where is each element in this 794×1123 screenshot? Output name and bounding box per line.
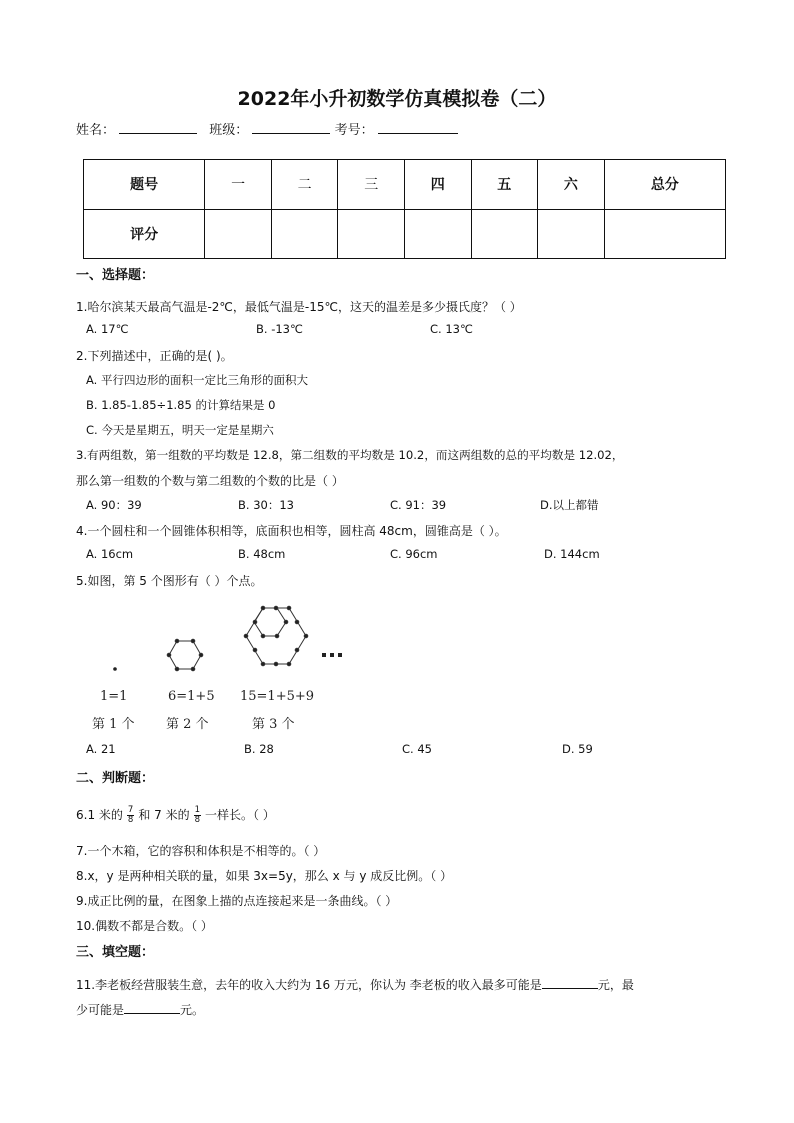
q1-option-a[interactable]: A. 17℃ [86, 322, 129, 336]
figure-3-caption: 第 3 个 [252, 717, 295, 732]
fraction-seven-eighths [127, 806, 134, 825]
q4-option-a[interactable]: A. 16cm [86, 547, 134, 561]
page-title: 2022年小升初数学仿真模拟卷（二） [237, 88, 557, 110]
class-blank[interactable] [252, 121, 330, 134]
q5-option-a[interactable]: A. 21 [86, 742, 116, 756]
question-11-line-2 [76, 1001, 204, 1018]
q5-option-c[interactable]: C. 45 [402, 742, 432, 756]
score-cell[interactable] [404, 209, 471, 259]
fraction-denominator: 8 [194, 815, 201, 825]
q2-option-c[interactable]: C. 今天是星期五，明天一定是星期六 [86, 423, 274, 437]
section-heading-judgement: 二、判断题： [76, 771, 155, 786]
question-8: 8.x，y 是两种相关联的量，如果 3x=5y，那么 x 与 y 成反比例。（ ） [76, 869, 453, 883]
q6-part-1: 6.1 米的 [76, 808, 123, 822]
score-header-cell: 题号 [84, 160, 205, 210]
figure-2-formula: 6=1+5 [168, 689, 215, 704]
exam-no-blank[interactable] [378, 121, 458, 134]
score-header-cell: 总分 [604, 160, 725, 210]
figure-2-hexagon [167, 639, 203, 671]
score-header-cell: 三 [338, 160, 405, 210]
figure-1-dot [113, 667, 117, 671]
name-blank[interactable] [119, 121, 197, 134]
fraction-one-eighth [194, 806, 201, 825]
score-header-cell: 六 [538, 160, 605, 210]
q3-option-c[interactable]: C. 91：39 [390, 498, 447, 512]
q2-option-a[interactable]: A. 平行四边形的面积一定比三角形的面积大 [86, 373, 308, 387]
q11-part-2: 元，最 [597, 978, 634, 992]
class-label: 班级： [209, 123, 249, 138]
score-row-label: 评分 [84, 209, 205, 259]
score-cell[interactable] [205, 209, 272, 259]
q6-part-3: 一样长。（ ） [205, 808, 275, 822]
student-info [76, 119, 458, 138]
q4-option-b[interactable]: B. 48cm [238, 547, 286, 561]
question-3-line-1: 3.有两组数，第一组数的平均数是 12.8，第二组数的平均数是 10.2，而这两组数的总的平均数是 12.02， [76, 448, 624, 462]
question-1: 1.哈尔滨某天最高气温是-2℃，最低气温是-15℃，这天的温差是多少摄氏度？（ ） [76, 300, 522, 314]
exam-no-label: 考号： [334, 123, 374, 138]
figure-3-formula: 15=1+5+9 [240, 689, 315, 704]
question-7: 7.一个木箱，它的容积和体积是不相等的。（ ） [76, 844, 326, 858]
score-header-cell: 二 [271, 160, 338, 210]
question-2: 2.下列描述中，正确的是( )。 [76, 349, 233, 363]
score-cell[interactable] [338, 209, 405, 259]
q11-part-3: 少可能是 [76, 1003, 125, 1017]
figure-1-caption: 第 1 个 [92, 717, 135, 732]
q11-part-1: 11.李老板经营服装生意，去年的收入大约为 16 万元，你认为 李老板的收入最多可能是 [76, 978, 542, 992]
score-table [83, 159, 726, 259]
q6-part-2: 和 7 米的 [138, 808, 190, 822]
q2-option-b[interactable]: B. 1.85-1.85÷1.85 的计算结果是 0 [86, 398, 276, 412]
q1-option-c[interactable]: C. 13℃ [430, 322, 473, 336]
q4-option-d[interactable]: D. 144cm [544, 547, 600, 561]
score-cell[interactable] [271, 209, 338, 259]
section-heading-choice: 一、选择题： [76, 268, 155, 283]
q1-option-b[interactable]: B. -13℃ [256, 322, 303, 336]
question-9: 9.成正比例的量，在图象上描的点连接起来是一条曲线。（ ） [76, 894, 398, 908]
fraction-numerator: 1 [194, 805, 201, 815]
name-label: 姓名： [76, 123, 116, 138]
score-cell[interactable] [471, 209, 538, 259]
score-cell[interactable] [604, 209, 725, 259]
question-5: 5.如图，第 5 个图形有（ ）个点。 [76, 574, 263, 588]
score-header-cell: 五 [471, 160, 538, 210]
q3-option-b[interactable]: B. 30：13 [238, 498, 294, 512]
q5-option-d[interactable]: D. 59 [562, 742, 593, 756]
question-11-line-1 [76, 976, 634, 993]
q4-option-c[interactable]: C. 96cm [390, 547, 438, 561]
question-4: 4.一个圆柱和一个圆锥体积相等，底面积也相等，圆柱高 48cm，圆锥高是（ ）。 [76, 524, 507, 538]
figure-3-nested-hexagons [244, 606, 308, 666]
score-header-cell: 一 [205, 160, 272, 210]
q3-option-a[interactable]: A. 90：39 [86, 498, 142, 512]
figure-1-formula: 1=1 [100, 689, 128, 704]
q11-part-4: 元。 [180, 1003, 205, 1017]
dot-pattern-figure [100, 600, 360, 680]
max-income-blank[interactable] [542, 976, 598, 989]
question-10: 10.偶数不都是合数。（ ） [76, 919, 213, 933]
score-cell[interactable] [538, 209, 605, 259]
min-income-blank[interactable] [124, 1001, 180, 1014]
figure-2-caption: 第 2 个 [166, 717, 209, 732]
question-3-line-2: 那么第一组数的个数与第二组数的个数的比是（ ） [76, 474, 344, 488]
fraction-numerator: 7 [127, 805, 134, 815]
question-6 [76, 806, 275, 825]
score-table-header-row [84, 160, 726, 210]
q3-option-d[interactable]: D.以上都错 [540, 498, 599, 512]
section-heading-fill-blank: 三、填空题： [76, 945, 155, 960]
fraction-denominator: 8 [127, 815, 134, 825]
continuation-dots [322, 653, 342, 657]
score-header-cell: 四 [404, 160, 471, 210]
score-table-score-row [84, 209, 726, 259]
q5-option-b[interactable]: B. 28 [244, 742, 274, 756]
